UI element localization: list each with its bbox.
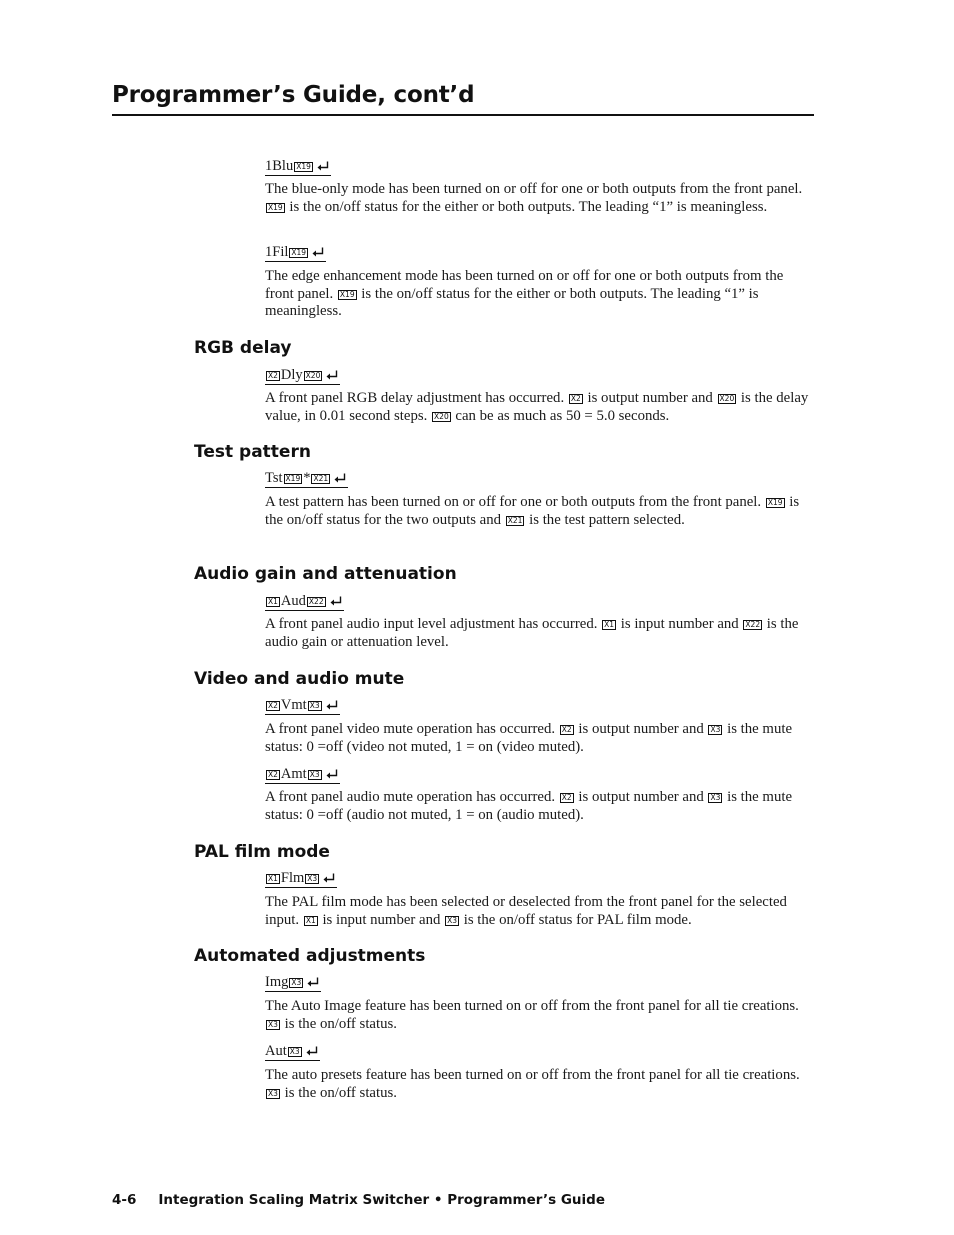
command-text: Aud [280,593,306,609]
description-paragraph [265,789,810,824]
command-syntax [265,697,340,715]
page-title: Programmer’s Guide, cont’d [112,82,475,108]
description-text: The Auto Image feature has been turned on or off from the front panel for all tie creations. [265,998,799,1014]
description-text: The edge enhancement mode has been turned on or off for one or both outputs from the front panel. [265,268,784,302]
variable-box: X2 [268,770,278,779]
description-text: is the audio gain or attenuation level. [265,616,799,650]
section-heading: Audio gain and attenuation [194,564,457,584]
description-text: is the on/off status for the either or both outputs. The leading “1” is meaningless. [265,285,759,320]
enter-key-icon [307,977,319,987]
section-heading: Video and audio mute [194,669,405,689]
variable-box: X21 [507,515,523,525]
description-text: The auto presets feature has been turned on or off from the front panel for all tie creations. [265,1067,800,1083]
footer-text: Integration Scaling Matrix Switcher • Programmer’s Guide [158,1192,605,1208]
command-syntax [265,367,340,385]
description-text: is the on/off status for the either or both outputs. The leading “1” is meaningless. [285,198,768,215]
variable-box: X1 [305,915,316,925]
command-text: Flm [280,870,305,886]
command-syntax [265,870,337,888]
page-footer [112,1192,605,1208]
response-command [265,469,810,488]
enter-key-icon [326,370,338,380]
variable-box: X3 [307,874,318,883]
variable-box: X22 [745,620,761,629]
section-heading: PAL film mode [194,842,330,862]
variable-box: X19 [339,289,355,299]
variable-box: X2 [561,725,572,734]
variable-box: X3 [447,915,458,925]
description-paragraph [265,268,810,321]
enter-key-icon [326,700,338,710]
variable-box: X3 [710,725,721,734]
response-command [265,869,810,888]
variable-box: X3 [268,1019,278,1029]
description-paragraph [265,616,810,651]
description-paragraph [265,181,810,216]
command-syntax [265,244,326,262]
variable-box: X1 [604,620,615,629]
description-text: A front panel video mute operation has occurred. [265,721,559,737]
description-text: is the on/off status. [280,1015,397,1032]
description-paragraph [265,721,810,756]
description-text: is the on/off status for PAL film mode. [460,911,692,928]
command-syntax [265,974,321,992]
description-text: is the delay value, in 0.01 second steps. [265,390,809,424]
enter-key-icon [330,596,342,606]
title-divider [112,114,814,116]
response-command [265,243,810,262]
variable-box: X21 [313,474,329,483]
description-text: is input number and [617,616,743,632]
section-heading: Test pattern [194,442,311,462]
description-text: A front panel RGB delay adjustment has occurred. [265,390,568,406]
command-text: Dly [280,367,303,383]
response-command [265,157,810,176]
variable-box: X2 [268,371,278,380]
command-syntax [265,158,331,176]
variable-box: X2 [561,793,572,802]
command-text: Img [265,974,289,990]
enter-key-icon [317,161,329,171]
command-text: * [303,470,311,486]
enter-key-icon [334,473,346,483]
variable-box: X20 [719,394,735,403]
response-command [265,973,810,992]
description-text: A front panel audio input level adjustment has occurred. [265,616,602,632]
command-text: 1Fil [265,244,289,260]
description-paragraph [265,494,810,529]
section-heading: Automated adjustments [194,946,426,966]
variable-box: X19 [767,498,783,507]
variable-box: X20 [434,411,449,421]
command-text: Tst [265,470,283,486]
response-command [265,1042,810,1061]
variable-box: X22 [308,597,324,606]
command-text: 1Blu [265,158,294,174]
section-heading: RGB delay [194,338,292,358]
command-syntax [265,766,340,784]
description-text: The blue-only mode has been turned on or off for one or both outputs from the front panel. [265,181,803,197]
variable-box: X2 [268,701,278,710]
enter-key-icon [306,1046,318,1056]
description-text: is input number and [318,911,445,928]
command-text: Vmt [280,697,307,713]
description-paragraph [265,998,810,1033]
variable-box: X19 [268,202,283,212]
variable-box: X3 [289,1047,300,1056]
variable-box: X2 [570,394,581,403]
response-command [265,765,810,784]
description-paragraph [265,894,810,929]
page-number: 4-6 [112,1192,137,1208]
description-text: The PAL film mode has been selected or deselected from the front panel for the selected input. [265,894,787,928]
description-text: is output number and [583,390,717,406]
command-text: Amt [280,766,307,782]
variable-box: X3 [291,978,302,987]
response-command [265,696,810,715]
enter-key-icon [326,769,338,779]
description-text: A test pattern has been turned on or off for one or both outputs from the front panel. [265,494,765,510]
variable-box: X19 [291,248,307,257]
command-syntax [265,593,344,611]
response-command [265,592,810,611]
variable-box: X1 [268,874,278,883]
description-paragraph [265,1067,810,1102]
description-text: is the on/off status for the two outputs and [265,494,800,528]
description-text: is the mute status: 0 =off (video not muted, 1 = on (video muted). [265,721,793,755]
variable-box: X3 [309,701,320,710]
description-text: can be as much as 50 = 5.0 seconds. [451,407,670,424]
description-text: is output number and [574,721,708,737]
variable-box: X3 [309,770,320,779]
command-syntax [265,1043,320,1061]
response-command [265,366,810,385]
description-text: is the on/off status. [280,1084,397,1101]
description-paragraph [265,390,810,425]
variable-box: X19 [285,474,301,483]
variable-box: X3 [710,793,721,802]
variable-box: X19 [296,162,311,171]
command-syntax [265,470,348,488]
description-text: is output number and [574,789,708,805]
description-text: A front panel audio mute operation has occurred. [265,789,559,805]
variable-box: X20 [305,371,321,380]
variable-box: X3 [268,1088,278,1098]
description-text: is the test pattern selected. [525,511,685,528]
enter-key-icon [323,873,335,883]
variable-box: X1 [268,597,278,606]
enter-key-icon [312,247,324,257]
description-text: is the mute status: 0 =off (audio not muted, 1 = on (audio muted). [265,789,793,823]
command-text: Aut [265,1043,287,1059]
